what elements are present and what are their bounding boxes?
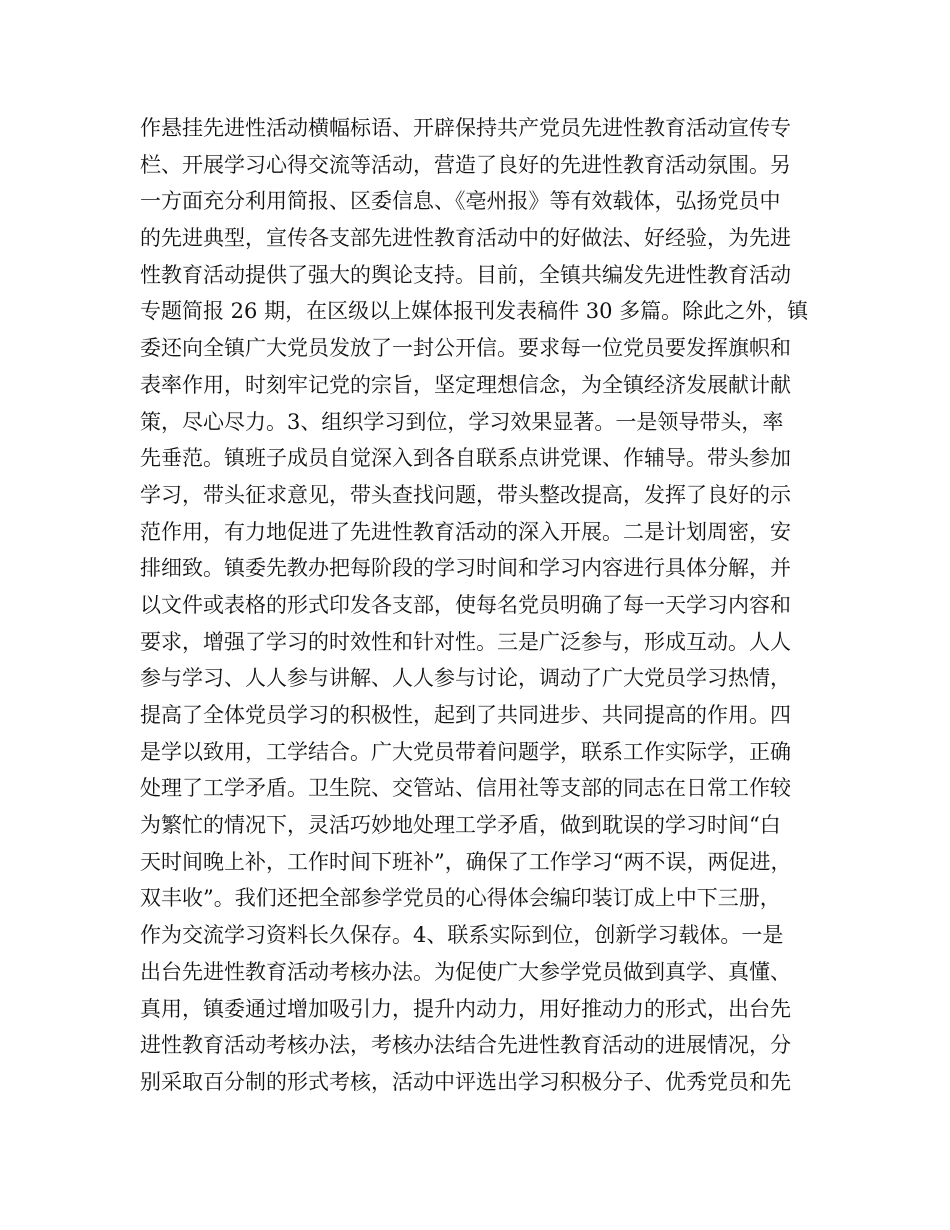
text-line: 作为交流学习资料长久保存。4、联系实际到位，创新学习载体。一是 — [140, 923, 784, 948]
text-line: 专题简报 26 期，在区级以上媒体报刊发表稿件 30 多篇。除此之外，镇 — [140, 299, 809, 324]
text-line: 出台先进性教育活动考核办法。为促使广大参学党员做到真学、真懂、 — [140, 959, 791, 984]
text-line: 处理了工学矛盾。卫生院、交管站、信用社等支部的同志在日常工作较 — [140, 776, 791, 801]
text-line: 是学以致用，工学结合。广大党员带着问题学，联系工作实际学，正确 — [140, 739, 791, 764]
text-line: 双丰收”。我们还把全部参学党员的心得体会编印装订成上中下三册， — [140, 886, 781, 911]
text-line: 表率作用，时刻牢记党的宗旨，坚定理想信念，为全镇经济发展献计献 — [140, 372, 791, 397]
text-line: 性教育活动提供了强大的舆论支持。目前，全镇共编发先进性教育活动 — [140, 262, 791, 287]
text-line: 别采取百分制的形式考核，活动中评选出学习积极分子、优秀党员和先 — [140, 1069, 791, 1094]
text-line: 进性教育活动考核办法，考核办法结合先进性教育活动的进展情况，分 — [140, 1033, 791, 1058]
text-line: 范作用，有力地促进了先进性教育活动的深入开展。二是计划周密，安 — [140, 519, 791, 544]
text-line: 栏、开展学习心得交流等活动，营造了良好的先进性教育活动氛围。另 — [140, 152, 791, 177]
body-text — [140, 110, 820, 1101]
text-line: 委还向全镇广大党员发放了一封公开信。要求每一位党员要发挥旗帜和 — [140, 336, 791, 361]
text-line: 要求，增强了学习的时效性和针对性。三是广泛参与，形成互动。人人 — [140, 629, 791, 654]
text-line: 排细致。镇委先教办把每阶段的学习时间和学习内容进行具体分解，并 — [140, 556, 791, 581]
text-line: 作悬挂先进性活动横幅标语、开辟保持共产党员先进性教育活动宣传专 — [140, 116, 791, 140]
text-line: 提高了全体党员学习的积极性，起到了共同进步、共同提高的作用。四 — [140, 703, 791, 727]
text-line: 的先进典型，宣传各支部先进性教育活动中的好做法、好经验，为先进 — [140, 226, 791, 251]
text-line: 先垂范。镇班子成员自觉深入到各自联系点讲党课、作辅导。带头参加 — [140, 446, 791, 471]
text-line: 学习，带头征求意见，带头查找问题，带头整改提高，发挥了良好的示 — [140, 482, 791, 507]
text-line: 为繁忙的情况下，灵活巧妙地处理工学矛盾，做到耽误的学习时间“白 — [140, 813, 781, 838]
text-line: 策，尽心尽力。3、组织学习到位，学习效果显著。一是领导带头，率 — [140, 409, 784, 434]
text-line: 一方面充分利用简报、区委信息、《亳州报》等有效载体，弘扬党员中 — [140, 189, 781, 214]
text-line: 参与学习、人人参与讲解、人人参与讨论，调动了广大党员学习热情， — [140, 666, 791, 691]
text-line: 真用，镇委通过增加吸引力，提升内动力，用好推动力的形式，出台先 — [140, 996, 791, 1021]
text-line: 以文件或表格的形式印发各支部，使每名党员明确了每一天学习内容和 — [140, 592, 791, 617]
text-line: 天时间晚上补，工作时间下班补”，确保了工作学习“两不误，两促进， — [140, 849, 792, 874]
